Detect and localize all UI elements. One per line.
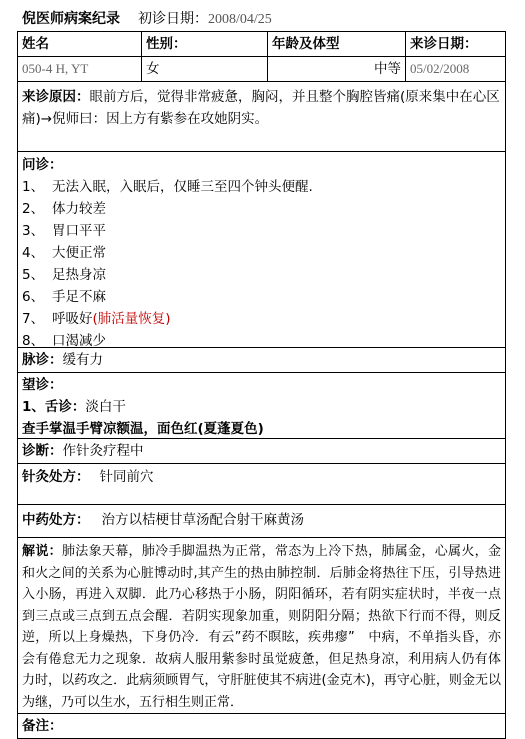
observation-label: 望诊：: [22, 377, 63, 393]
herbal-text: 治方以桔梗甘草汤配合射干麻黄汤: [101, 512, 304, 528]
diagnosis-text: 作针灸疗程中: [62, 443, 144, 459]
item-text: 手足不麻: [52, 289, 106, 305]
item-text: 口渴减少: [52, 333, 106, 349]
gender-value: 女: [142, 57, 268, 81]
first-visit-date: 2008/04/25: [208, 12, 272, 27]
page-title: [22, 8, 272, 30]
patient-id-value: 050-4 H, YT: [18, 57, 142, 81]
record-title: 倪医师病案纪录: [22, 11, 120, 27]
inquiry-section: [18, 152, 505, 348]
herbal-section: [18, 505, 505, 538]
explanation-text: 肺法象天幕，肺冷手脚温热为正常，常态为上冷下热，肺属金，心属火，金和火之间的关系为心脏博动时,其产生的热由肺控制．后肺金将热往下压，引导热进入小肠，再进入双脚．此乃心移热于小肠，阴阳循环，若有阴实症状时，半夜一点到三点或三点到五点会醒．若阴实现象加重，则阴阳分隔；热欲下行而不得，则反逆，所以上身燥热，下身仍冷．有云”药不瞑眩，疾弗瘳” 中病，不单指头昏，亦会有倦怠无力之现象．故病人服用紫参时虽觉疲惫，但足热身凉，利用病人仍有体力时，以药攻之．此病须顾胃气，守肝脏使其不病进(金克木)，再守心脏，则金无以为继，乃可以生水，五行相生则正常．: [22, 544, 501, 710]
item-text: 呼吸好: [52, 311, 93, 327]
list-item: [22, 220, 501, 242]
inquiry-label: 问诊：: [22, 157, 63, 173]
item-number: 7、: [22, 311, 45, 327]
acupuncture-section: [18, 464, 505, 505]
item-text: 体力较差: [52, 201, 106, 217]
acupuncture-text: 针同前穴: [99, 469, 154, 485]
age-build-value: 中等: [268, 57, 406, 81]
reason-label: 来诊原因：: [22, 89, 90, 105]
item-text: 足热身凉: [52, 267, 106, 283]
case-record-table: [17, 31, 506, 739]
list-item: [22, 198, 501, 220]
info-value-row: [18, 57, 505, 82]
explanation-label: 解说：: [22, 544, 62, 559]
item-number: 4、: [22, 245, 45, 261]
acupuncture-label: 针灸处方：: [22, 469, 90, 485]
notes-section: [18, 714, 505, 738]
reason-text: 眼前方后，觉得非常疲惫，胸闷，并且整个胸腔皆痛(原来集中在心区痛)→倪师曰：因上方有紫参在攻她阴实。: [22, 89, 500, 127]
palm-check-text: 查手掌温手臂凉额温，面色红(夏蓬夏色): [22, 421, 264, 437]
item-number: 1、: [22, 179, 45, 195]
name-header: 姓名: [18, 32, 142, 56]
item-note: (肺活量恢复): [92, 311, 171, 327]
pulse-label: 脉诊：: [22, 352, 63, 368]
visit-date-value: 05/02/2008: [410, 61, 470, 76]
item-number: 8、: [22, 333, 45, 349]
herbal-label: 中药处方：: [22, 512, 90, 528]
item-text: 大便正常: [52, 245, 106, 261]
list-item: [22, 308, 501, 330]
age-build-header: 年龄及体型: [268, 32, 406, 56]
visit-date-header: 来诊日期：: [410, 36, 478, 52]
tongue-number: 1、: [22, 399, 45, 415]
item-number: 6、: [22, 289, 45, 305]
pulse-text: 缓有力: [62, 352, 103, 368]
diagnosis-label: 诊断：: [22, 443, 63, 459]
item-text: 胃口平平: [52, 223, 106, 239]
diagnosis-section: [18, 439, 505, 464]
tongue-label: 舌诊：: [44, 399, 86, 415]
tongue-text: 淡白干: [85, 399, 126, 415]
info-header-row: [18, 32, 505, 57]
notes-label: 备注：: [22, 718, 63, 734]
item-number: 5、: [22, 267, 45, 283]
reason-section: [18, 82, 505, 152]
explanation-section: [18, 538, 505, 714]
first-visit-label: 初诊日期：: [138, 11, 208, 27]
gender-header: 性别：: [142, 32, 268, 56]
item-number: 3、: [22, 223, 45, 239]
list-item: [22, 242, 501, 264]
observation-section: [18, 373, 505, 439]
list-item: [22, 176, 501, 198]
list-item: [22, 286, 501, 308]
item-number: 2、: [22, 201, 45, 217]
pulse-section: [18, 348, 505, 373]
item-text: 无法入眠，入眠后，仅睡三至四个钟头便醒.: [52, 179, 313, 195]
list-item: [22, 264, 501, 286]
